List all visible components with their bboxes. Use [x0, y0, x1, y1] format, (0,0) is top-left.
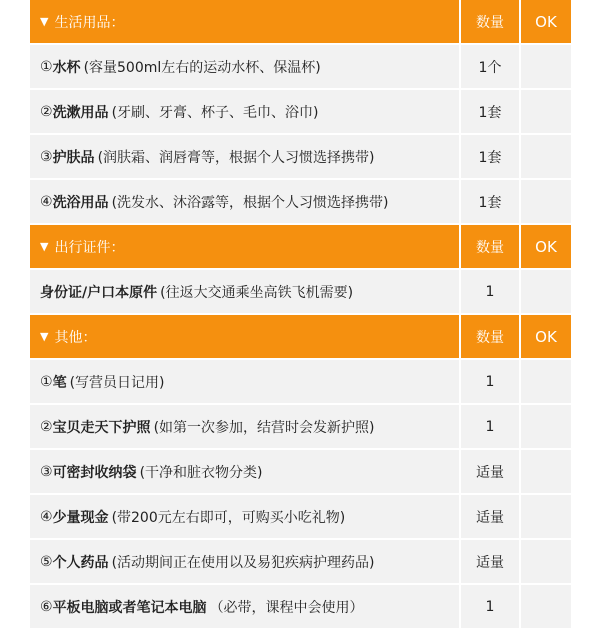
- item-name: 护肤品: [52, 149, 95, 166]
- list-item: [30, 45, 571, 90]
- item-marker: ①: [40, 373, 53, 390]
- quantity-header: 数量: [461, 315, 521, 358]
- item-quantity: 1套: [461, 135, 521, 178]
- item-quantity: 1个: [461, 45, 521, 88]
- item-name: 水杯: [52, 59, 81, 76]
- item-marker: ④: [40, 508, 53, 525]
- item-name: 个人药品: [52, 554, 109, 571]
- item-description: (容量500ml左右的运动水杯、保温杯): [83, 59, 321, 76]
- ok-header: OK: [521, 0, 571, 43]
- ok-checkbox-cell[interactable]: [521, 585, 571, 628]
- item-name: 洗浴用品: [52, 194, 109, 211]
- section-title-cell: [30, 0, 461, 43]
- item-description: (带200元左右即可，可购买小吃礼物): [111, 509, 346, 526]
- list-item: [30, 495, 571, 540]
- item-quantity: 1: [461, 405, 521, 448]
- item-description: （必带，课程中会使用）: [209, 599, 364, 616]
- item-quantity: 1套: [461, 180, 521, 223]
- item-quantity: 1套: [461, 90, 521, 133]
- item-name: 洗漱用品: [52, 104, 109, 121]
- ok-checkbox-cell[interactable]: [521, 405, 571, 448]
- item-name: 笔: [52, 374, 67, 391]
- item-description: (洗发水、沐浴露等，根据个人习惯选择携带): [111, 194, 389, 211]
- section-title: 生活用品：: [54, 14, 125, 31]
- item-marker: ⑥: [40, 598, 53, 615]
- section-title: 出行证件：: [54, 239, 125, 256]
- section-title-cell: [30, 315, 461, 358]
- item-name: 宝贝走天下护照: [52, 419, 151, 436]
- item-quantity: 适量: [461, 540, 521, 583]
- section-header-other: [30, 315, 571, 360]
- ok-checkbox-cell[interactable]: [521, 270, 571, 313]
- item-name: 平板电脑或者笔记本电脑: [52, 599, 207, 616]
- ok-checkbox-cell[interactable]: [521, 180, 571, 223]
- list-item: [30, 405, 571, 450]
- item-quantity: 适量: [461, 495, 521, 538]
- item-description: (往返大交通乘坐高铁飞机需要): [160, 284, 354, 301]
- item-marker: ③: [40, 463, 53, 480]
- item-description: (写营员日记用): [69, 374, 165, 391]
- triangle-down-icon: ▼: [40, 330, 49, 343]
- quantity-header: 数量: [461, 225, 521, 268]
- list-item: [30, 180, 571, 225]
- item-quantity: 1: [461, 270, 521, 313]
- section-header-daily-items: [30, 0, 571, 45]
- ok-checkbox-cell[interactable]: [521, 450, 571, 493]
- list-item: [30, 450, 571, 495]
- list-item: [30, 360, 571, 405]
- triangle-down-icon: ▼: [40, 15, 49, 28]
- ok-checkbox-cell[interactable]: [521, 360, 571, 403]
- item-marker: ②: [40, 103, 53, 120]
- item-name: 少量现金: [52, 509, 109, 526]
- item-description: (润肤霜、润唇膏等，根据个人习惯选择携带): [97, 149, 375, 166]
- item-marker: ②: [40, 418, 53, 435]
- packing-checklist: [30, 0, 571, 630]
- quantity-header: 数量: [461, 0, 521, 43]
- item-marker: ①: [40, 58, 53, 75]
- ok-checkbox-cell[interactable]: [521, 135, 571, 178]
- section-title: 其他：: [54, 329, 97, 346]
- list-item: [30, 135, 571, 180]
- list-item: [30, 585, 571, 630]
- item-description: (牙刷、牙膏、杯子、毛巾、浴巾): [111, 104, 319, 121]
- item-marker: ⑤: [40, 553, 53, 570]
- list-item: [30, 270, 571, 315]
- section-header-travel-documents: [30, 225, 571, 270]
- ok-checkbox-cell[interactable]: [521, 45, 571, 88]
- section-title-cell: [30, 225, 461, 268]
- item-quantity: 适量: [461, 450, 521, 493]
- item-description: (活动期间正在使用以及易犯疾病护理药品): [111, 554, 375, 571]
- ok-checkbox-cell[interactable]: [521, 540, 571, 583]
- ok-checkbox-cell[interactable]: [521, 90, 571, 133]
- item-description: (干净和脏衣物分类): [139, 464, 263, 481]
- item-name: 可密封收纳袋: [52, 464, 137, 481]
- item-name: 身份证/户口本原件: [40, 284, 158, 301]
- ok-header: OK: [521, 225, 571, 268]
- list-item: [30, 540, 571, 585]
- ok-checkbox-cell[interactable]: [521, 495, 571, 538]
- ok-header: OK: [521, 315, 571, 358]
- item-marker: ④: [40, 193, 53, 210]
- item-quantity: 1: [461, 360, 521, 403]
- item-marker: ③: [40, 148, 53, 165]
- list-item: [30, 90, 571, 135]
- triangle-down-icon: ▼: [40, 240, 49, 253]
- item-quantity: 1: [461, 585, 521, 628]
- item-description: (如第一次参加，结营时会发新护照): [153, 419, 375, 436]
